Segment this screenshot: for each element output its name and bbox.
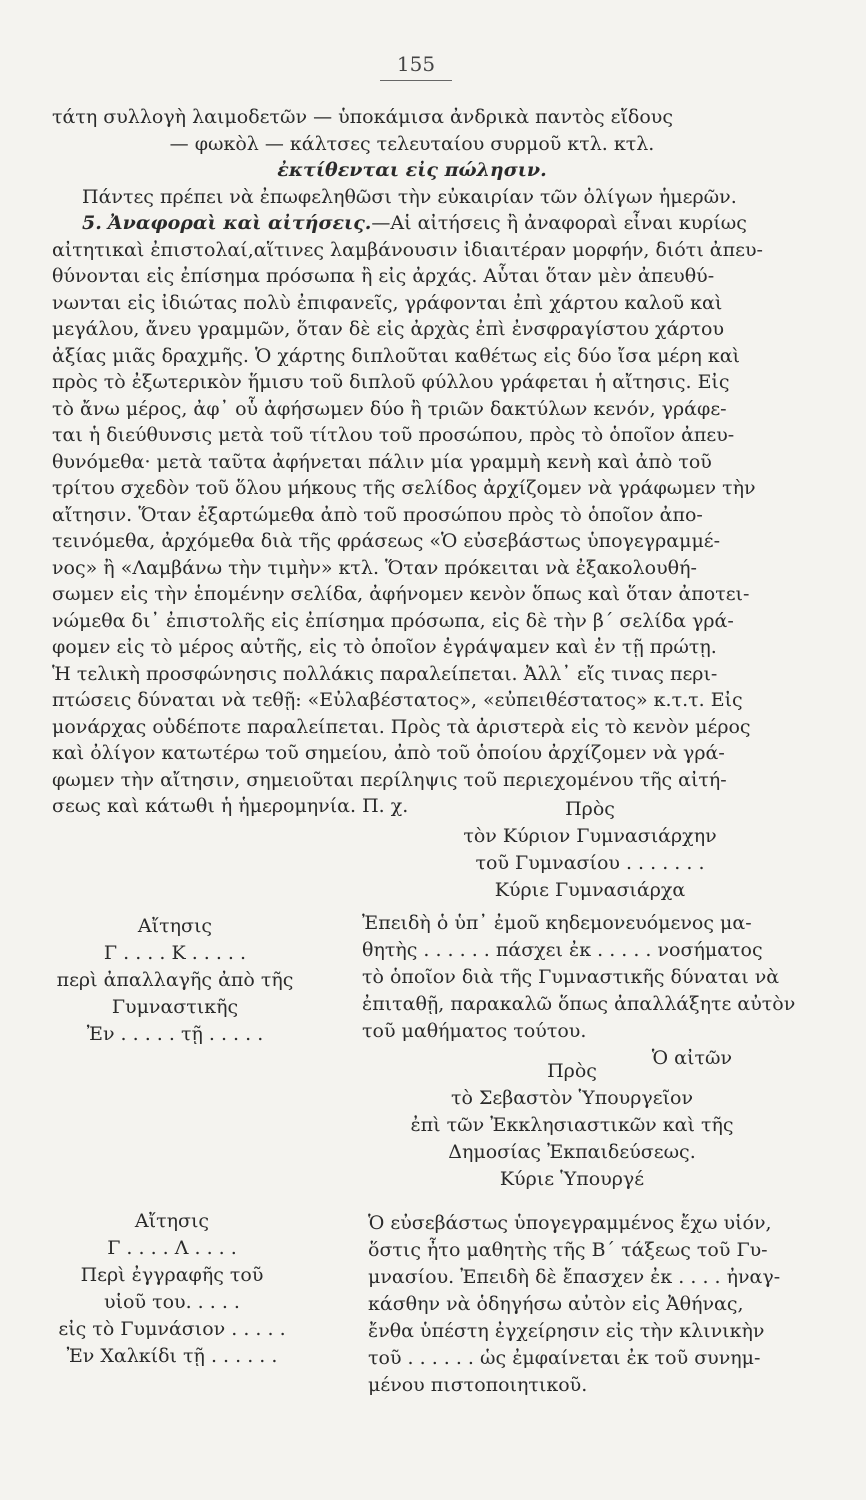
petition-line: μνασίου. Ἐπειδὴ δὲ ἔπασχεν ἐκ . . . . ἠναγ- — [368, 1266, 781, 1288]
text-line: αἰτητικαὶ ἐπιστολαί,αἵτινες λαμβάνουσιν ἰδιαιτέραν μορφήν, διότι ἀπευ- — [52, 238, 763, 261]
summary-line: Ἐν Χαλκίδι τῇ . . . . . . — [66, 1345, 278, 1367]
text-line: φωμεν τὴν αἴτησιν, σημειοῦται περίληψις τοῦ περιεχομένου τῆς αἰτή- — [52, 768, 727, 791]
text-line: νος» ἢ «Λαμβάνω τὴν τιμὴν» κτλ. Ὅταν πρόκειται νὰ ἐξακολουθή- — [52, 556, 697, 579]
text-line: σεως καὶ κάτωθι ἡ ἡμερομηνία. Π. χ. — [52, 795, 409, 817]
address-line: ἐπὶ τῶν Ἐκκλησιαστικῶν καὶ τῆς — [410, 1114, 734, 1136]
text-line: — φωκὸλ — κάλτσες τελευταίου συρμοῦ κτλ. κτλ. — [169, 132, 655, 155]
text-line: πτώσεις δύναται νὰ τεθῇ: «Εὐλαβέστατος», «εὐπειθέστατος» κ.τ.τ. Εἰς — [52, 689, 743, 711]
petition-line: κάσθην νὰ ὁδηγήσω αὐτὸν εἰς Ἀθήνας, — [368, 1293, 744, 1315]
text-line: καὶ ὀλίγον κατωτέρω τοῦ σημείου, ἀπὸ τοῦ ὁποίου ἀρχίζομεν νὰ γρά- — [52, 742, 725, 764]
address-line: τὸ Σεβαστὸν Ὑπουργεῖον — [450, 1087, 694, 1109]
summary-line: Αἴτησις — [137, 915, 213, 937]
salutation: Κύριε Ὑπουργέ — [499, 1168, 645, 1190]
petition1-summary — [55, 913, 295, 1048]
text-line: μεγάλου, ἄνευ γραμμῶν, ὅταν δὲ εἰς ἀρχὰς ἐπὶ ἐνσφραγίστου χάρτου — [52, 318, 725, 340]
summary-line: Γ . . . . Κ . . . . . — [103, 942, 247, 964]
petition1-address — [410, 796, 770, 904]
salutation: Κύριε Γυμνασιάρχα — [494, 879, 686, 901]
text-line: μονάρχας οὐδέποτε παραλείπεται. Πρὸς τὰ ἀριστερὰ εἰς τὸ κενὸν μέρος — [52, 715, 751, 738]
petition-line: Ὁ εὐσεβάστως ὑπογεγραμμένος ἔχω υἱόν, — [368, 1212, 772, 1234]
page-number-rule — [380, 80, 452, 81]
petition-line: ἔνθα ὑπέστη ἐγχείρησιν εἰς τὴν κλινικὴν — [368, 1320, 765, 1342]
section-number: 5. — [82, 212, 102, 234]
text-line: νώμεθα δι᾿ ἐπιστολῆς εἰς ἐπίσημα πρόσωπα, εἰς δὲ τὴν β΄ σελίδα γρά- — [52, 609, 734, 632]
summary-line: Γ . . . . Λ . . . . — [107, 1237, 237, 1259]
text-line: νωνται εἰς ἰδιώτας πολὺ ἐπιφανεῖς, γράφονται ἐπὶ χάρτου καλοῦ καὶ — [52, 291, 723, 314]
summary-line: Γυμναστικῆς — [111, 996, 239, 1018]
summary-line: Αἴτησις — [134, 1210, 210, 1232]
petition-line: ὅστις ἦτο μαθητὴς τῆς Β΄ τάξεως τοῦ Γυ- — [368, 1239, 768, 1261]
text-line: τὸ ἄνω μέρος, ἀφ᾿ οὗ ἀφήσωμεν δύο ἢ τριῶν δακτύλων κενόν, γράφε- — [52, 397, 727, 420]
address-line: τοῦ Γυμνασίου . . . . . . . — [475, 852, 705, 874]
signature: Ὁ αἰτῶν — [651, 1047, 732, 1069]
text-line: τάτη συλλογὴ λαιμοδετῶν — ὑποκάμισα ἀνδρικὰ παντὸς εἴδους — [52, 106, 673, 128]
summary-line: Ἐν . . . . . τῇ . . . . . — [86, 1023, 264, 1045]
text-line: πρὸς τὸ ἐξωτερικὸν ἥμισυ τοῦ διπλοῦ φύλλου γράφεται ἡ αἴτησις. Εἰς — [52, 371, 730, 393]
address-line: Πρὸς — [547, 1060, 597, 1082]
section-title: Ἀναφοραὶ καὶ αἰτήσεις. — [107, 212, 372, 234]
summary-line: περὶ ἀπαλλαγῆς ἀπὸ τῆς — [56, 969, 294, 991]
main-text — [52, 104, 772, 820]
text-line: ἀξίας μιᾶς δραχμῆς. Ὁ χάρτης διπλοῦται καθέτως εἰς δύο ἴσα μέρη καὶ — [52, 344, 741, 367]
section-heading-line — [52, 210, 772, 237]
address-line: Δημοσίας Ἐκπαιδεύσεως. — [448, 1141, 696, 1163]
petition-line: τοῦ μαθήματος τούτου. — [362, 1020, 587, 1042]
petition-line: τοῦ . . . . . . ὡς ἐμφαίνεται ἐκ τοῦ συνημ- — [368, 1347, 761, 1369]
summary-line: Περὶ ἐγγραφῆς τοῦ — [80, 1264, 264, 1286]
petition-line: ἐπιταθῇ, παρακαλῶ ὅπως ἀπαλλάξητε αὐτὸν — [362, 993, 796, 1015]
section-lead: —Αἱ αἰτήσεις ἢ ἀναφοραὶ εἶναι κυρίως — [371, 212, 747, 234]
text-line: τρίτου σχεδὸν τοῦ ὅλου μήκους τῆς σελίδος ἀρχίζομεν νὰ γράφωμεν τὴν — [52, 477, 756, 499]
text-line: Πάντες πρέπει νὰ ἐπωφεληθῶσι τὴν εὐκαιρίαν τῶν ὀλίγων ἡμερῶν. — [82, 185, 737, 208]
text-line: ται ἡ διεύθυνσις μετὰ τοῦ τίτλου τοῦ προσώπου, πρὸς τὸ ὁποῖον ἀπευ- — [52, 424, 735, 446]
address-line: τὸν Κύριον Γυμνασιάρχην — [463, 825, 717, 847]
text-line: αἴτησιν. Ὅταν ἐξαρτώμεθα ἀπὸ τοῦ προσώπου πρὸς τὸ ὁποῖον ἀπο- — [52, 503, 703, 526]
text-line: Ἡ τελικὴ προσφώνησις πολλάκις παραλείπεται. Ἀλλ᾿ εἴς τινας περι- — [52, 662, 718, 685]
petition2-summary — [52, 1208, 292, 1370]
petition2-address — [362, 1058, 782, 1193]
text-line: σωμεν εἰς τὴν ἑπομένην σελίδα, ἀφήνομεν κενὸν ὅπως καὶ ὅταν ἀποτει- — [52, 583, 750, 605]
text-line: φομεν εἰς τὸ μέρος αὐτῆς, εἰς τὸ ὁποῖον ἐγράψαμεν καὶ ἐν τῇ πρώτῃ. — [52, 636, 717, 658]
petition-line: τὸ ὁποῖον διὰ τῆς Γυμναστικῆς δύναται νὰ — [362, 966, 780, 988]
text-line: τεινόμεθα, ἀρχόμεθα διὰ τῆς φράσεως «Ὁ εὐσεβάστως ὑπογεγραμμέ- — [52, 530, 721, 552]
petition-line: μένου πιστοποιητικοῦ. — [368, 1374, 588, 1396]
page-number: 155 — [396, 52, 436, 76]
petition-line: Ἐπειδὴ ὁ ὑπ᾿ ἐμοῦ κηδεμονευόμενος μα- — [362, 912, 752, 934]
text-line: θύνονται εἰς ἐπίσημα πρόσωπα ἢ εἰς ἀρχάς. Αὗται ὅταν μὲν ἀπευθύ- — [52, 265, 715, 287]
summary-line: υἱοῦ του. . . . . — [104, 1291, 240, 1313]
petition1-text — [362, 910, 796, 1072]
petition-line: θητὴς . . . . . . πάσχει ἐκ . . . . . νοσήματος — [362, 939, 763, 961]
text-line: θυνόμεθα· μετὰ ταῦτα ἀφήνεται πάλιν μία γραμμὴ κενὴ καὶ ἀπὸ τοῦ — [52, 450, 712, 473]
summary-line: εἰς τὸ Γυμνάσιον . . . . . — [58, 1318, 286, 1340]
address-line: Πρὸς — [565, 798, 615, 820]
petition2-text — [368, 1210, 788, 1399]
text-line: ἐκτίθενται εἰς πώλησιν. — [277, 159, 547, 181]
